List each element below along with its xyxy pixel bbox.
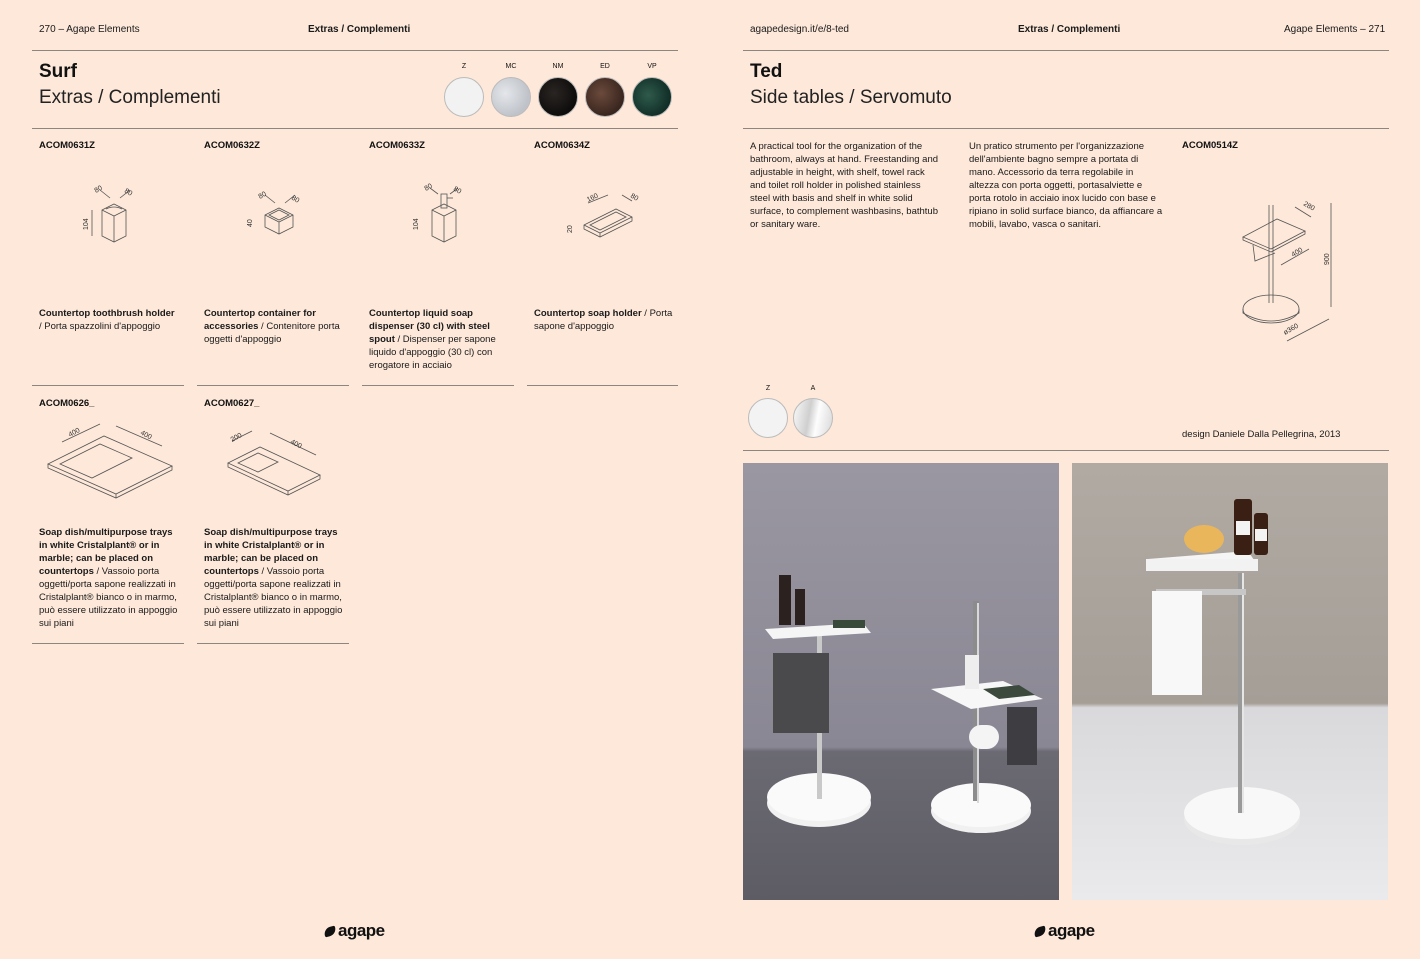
product-description: Countertop container for accessories / Contenitore porta oggetti d'appoggio xyxy=(204,308,340,345)
dim-label: 80 xyxy=(123,187,134,198)
product-photo-two-stands xyxy=(743,463,1059,900)
dim-label: 80 xyxy=(452,185,463,196)
dim-label: 280 xyxy=(1302,200,1316,213)
accessory-container-drawing xyxy=(235,185,315,245)
dim-label: ø360 xyxy=(1282,322,1300,337)
swatch-label: Z xyxy=(461,63,467,70)
tray-large-drawing xyxy=(40,420,180,510)
dim-label: 400 xyxy=(1290,246,1305,259)
swatch-label: VP xyxy=(647,63,657,70)
product-description: Soap dish/multipurpose trays in white Cristalplant® or in marble; can be placed on countertops / Vassoio porta oggetti/porta sapone realizzati in Cristalplant® bianco o in marmo, può essere utilizzato in appoggio sui piani xyxy=(204,527,343,629)
product-description: Soap dish/multipurpose trays in white Cristalplant® or in marble; can be placed on countertops / Vassoio porta oggetti/porta sapone realizzati in Cristalplant® bianco o in marmo, può essere utilizzato in appoggio sui piani xyxy=(39,527,178,629)
dim-label: 104 xyxy=(83,218,90,230)
soap-holder-drawing xyxy=(560,185,650,245)
swatch-label: Z xyxy=(765,385,771,392)
agape-logo-right: agape xyxy=(1034,921,1095,941)
product-code: ACOM0626_ xyxy=(39,398,95,409)
swatch-marble-grey xyxy=(491,77,531,117)
swatch-marble-green xyxy=(632,77,672,117)
swatch-label: A xyxy=(810,385,816,392)
photo-scene xyxy=(743,463,1059,900)
page-subtitle-left: Extras / Complementi xyxy=(39,87,221,108)
dim-label: 400 xyxy=(289,438,303,451)
agape-logo-left: agape xyxy=(324,921,385,941)
ted-side-table-drawing xyxy=(1225,195,1355,350)
swatch-label: NM xyxy=(552,63,564,70)
agape-logo-mark xyxy=(1033,925,1047,937)
dim-label: 20 xyxy=(567,225,574,233)
design-credit: design Daniele Dalla Pellegrina, 2013 xyxy=(1182,429,1341,440)
dim-label: 40 xyxy=(247,219,254,227)
swatch-marble-brown xyxy=(585,77,625,117)
product-code: ACOM0631Z xyxy=(39,140,95,151)
dim-label: 104 xyxy=(413,218,420,230)
product-code: ACOM0627_ xyxy=(204,398,260,409)
dim-label: 900 xyxy=(1324,253,1331,265)
tray-small-drawing xyxy=(220,425,330,500)
swatch-white xyxy=(748,398,788,438)
product-code: ACOM0632Z xyxy=(204,140,260,151)
product-description: Countertop liquid soap dispenser (30 cl) with steel spout / Dispenser per sapone liquido d'appoggio (30 cl) con erogatore in acciaio xyxy=(369,308,496,371)
swatch-white xyxy=(444,77,484,117)
page-title-ted: Ted xyxy=(750,61,783,82)
agape-logo-mark xyxy=(323,925,337,937)
page-title-surf: Surf xyxy=(39,61,77,82)
photo-scene xyxy=(1072,463,1388,900)
page-subtitle-right: Side tables / Servomuto xyxy=(750,87,952,108)
page-number-left: 270 – Agape Elements xyxy=(39,24,140,35)
dim-label: 80 xyxy=(290,194,301,205)
swatch-label: ED xyxy=(600,63,610,70)
product-code: ACOM0633Z xyxy=(369,140,425,151)
soap-dispenser-drawing xyxy=(400,180,480,250)
toothbrush-holder-drawing xyxy=(70,180,150,250)
dim-label: 80 xyxy=(93,184,104,195)
dim-label: 80 xyxy=(629,192,640,203)
dim-label: 80 xyxy=(423,182,434,193)
dim-label: 160 xyxy=(585,192,600,204)
description-italian: Un pratico strumento per l'organizzazione dell'ambiente bagno sempre a portata di mano. Accessorio da terra regolabile in altezza con porta oggetti, portasalviette e porta rotolo in acciaio inox lucido con base e ripiano in solid surface bianco, da affiancare a mobili, lavabo, vasca o sanitari. xyxy=(969,141,1163,230)
dim-label: 200 xyxy=(229,432,244,444)
product-photo-single-stand xyxy=(1072,463,1388,900)
page-number-right: Agape Elements – 271 xyxy=(1284,24,1386,35)
swatch-label: MC xyxy=(505,63,517,70)
dim-label: 80 xyxy=(257,190,268,201)
product-code: ACOM0514Z xyxy=(1182,140,1238,151)
description-english: A practical tool for the organization of the bathroom, always at hand. Freestanding and adjustable in height, with shelf, towel rack and toilet roll holder in polished stainless steel with basis and shelf in white solid surface, to complement washbasins, bathtub or sanitary ware. xyxy=(750,141,939,230)
product-description: Countertop soap holder / Porta sapone d'appoggio xyxy=(534,308,673,332)
page-url[interactable]: agapedesign.it/e/8-ted xyxy=(750,24,849,35)
product-description: Countertop toothbrush holder / Porta spazzolini d'appoggio xyxy=(39,308,175,332)
swatch-marble-black xyxy=(538,77,578,117)
dim-label: 400 xyxy=(139,429,153,442)
section-header-left: Extras / Complementi xyxy=(308,24,411,35)
dim-label: 400 xyxy=(67,427,82,439)
section-header-right: Extras / Complementi xyxy=(1018,24,1121,35)
product-code: ACOM0634Z xyxy=(534,140,590,151)
swatch-steel xyxy=(793,398,833,438)
